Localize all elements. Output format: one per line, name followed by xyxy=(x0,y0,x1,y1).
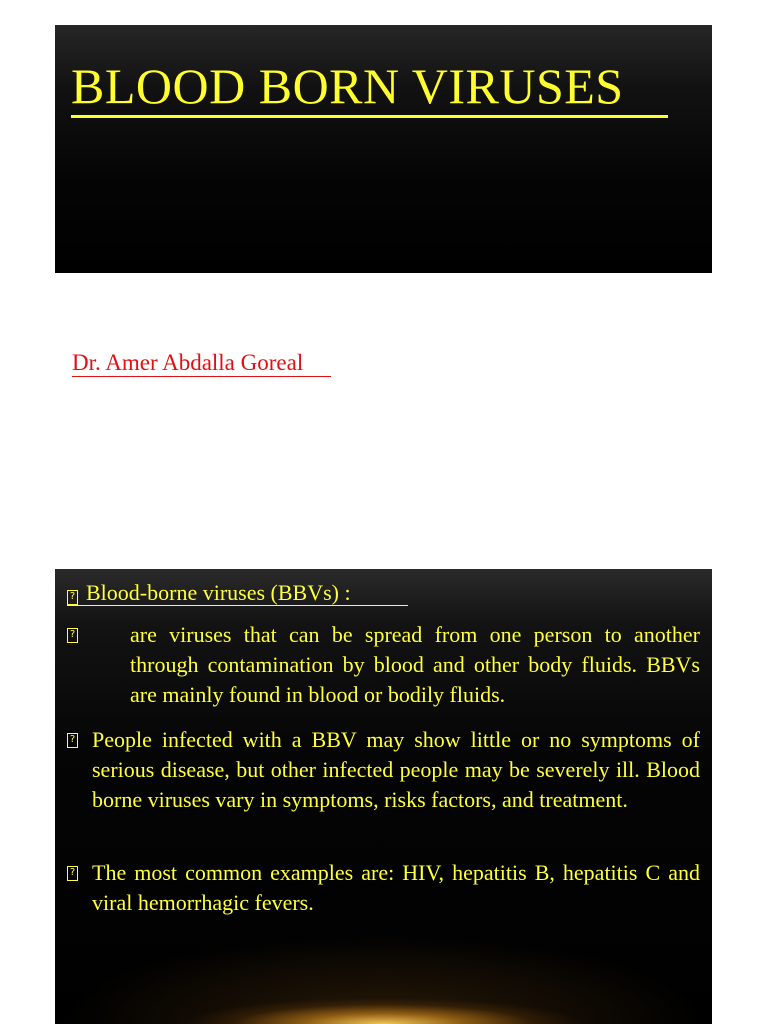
heading-text: Blood-borne viruses (BBVs) : xyxy=(86,580,351,605)
author-underline xyxy=(72,376,331,377)
content-slide xyxy=(55,569,712,1024)
list-item-text: People infected with a BBV may show little or no symptoms of serious disease, but other infected people may be severely ill. Blood borne viruses vary in symptoms, risks factors, and treatment. xyxy=(92,727,700,812)
bullet-icon: ? xyxy=(67,628,78,643)
title-underline xyxy=(71,115,668,118)
bullet-icon: ? xyxy=(67,866,78,881)
bullet-icon: ? xyxy=(67,733,78,748)
list-item-text: The most common examples are: HIV, hepatitis B, hepatitis C and viral hemorrhagic fevers. xyxy=(92,860,700,915)
list-item-text: are viruses that can be spread from one person to another through contamination by blood and other body fluids. BBVs are mainly found in blood or bodily fluids. xyxy=(130,622,700,707)
author-name: Dr. Amer Abdalla Goreal xyxy=(72,350,304,375)
bullet-icon: ? xyxy=(67,590,78,605)
slide-heading xyxy=(67,578,351,608)
list-item xyxy=(67,725,700,815)
title-slide xyxy=(55,25,712,273)
heading-underline xyxy=(67,605,408,606)
slide-title: BLOOD BORN VIRUSES xyxy=(71,58,624,114)
list-item xyxy=(67,858,700,918)
list-item xyxy=(67,620,700,710)
